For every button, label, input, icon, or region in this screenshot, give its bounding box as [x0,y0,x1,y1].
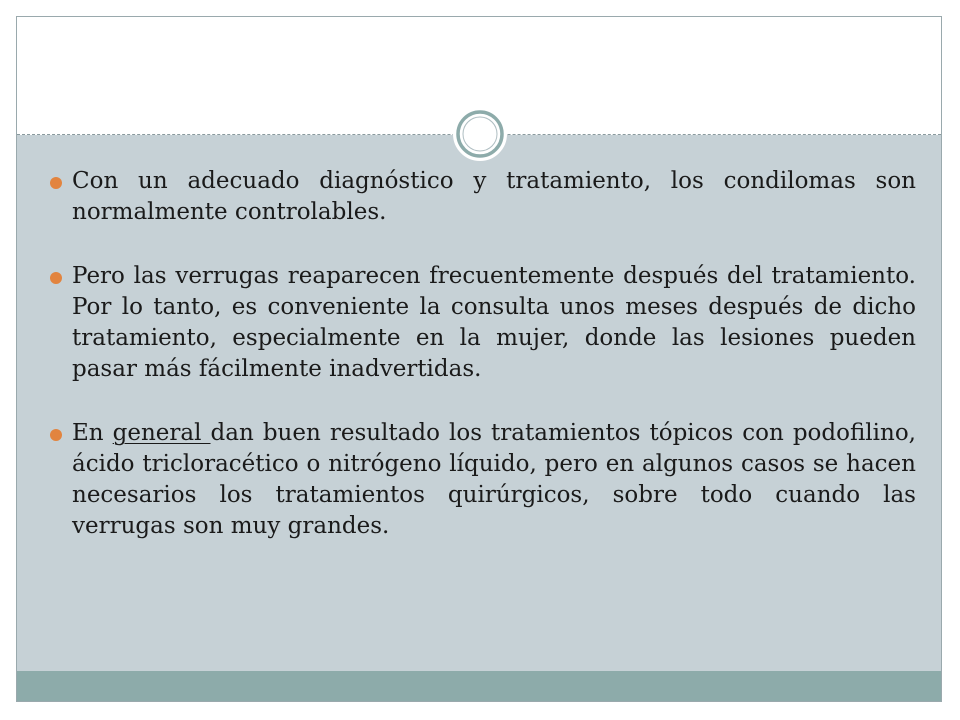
circle-ornament-icon [452,106,508,162]
bullet-item [50,166,916,228]
bullet-list [50,166,916,575]
underlined-word: general [112,420,211,446]
footer-bar [17,671,941,701]
bullet-dot-icon [50,272,62,284]
bullet-text: Pero las verrugas reaparecen frecuentemente después del tratamiento. Por lo tanto, es conveniente la consulta unos meses después de dicho tratamiento, especialmente en la mujer, donde las lesiones pueden pasar más fácilmente inadvertidas. [72,263,916,382]
bullet-dot-icon [50,177,62,189]
bullet-item [50,261,916,385]
bullet-text-rest: dan buen resultado los tratamientos tópicos con podofilino, ácido tricloracético o nitrógeno líquido, pero en algunos casos se hacen necesarios los tratamientos quirúrgicos, sobre todo cuando las verrugas son muy grandes. [72,420,916,539]
bullet-dot-icon [50,429,62,441]
bullet-text: Con un adecuado diagnóstico y tratamiento, los condilomas son normalmente controlables. [72,168,916,225]
bullet-text-start: En [72,420,113,446]
bullet-item [50,418,916,542]
